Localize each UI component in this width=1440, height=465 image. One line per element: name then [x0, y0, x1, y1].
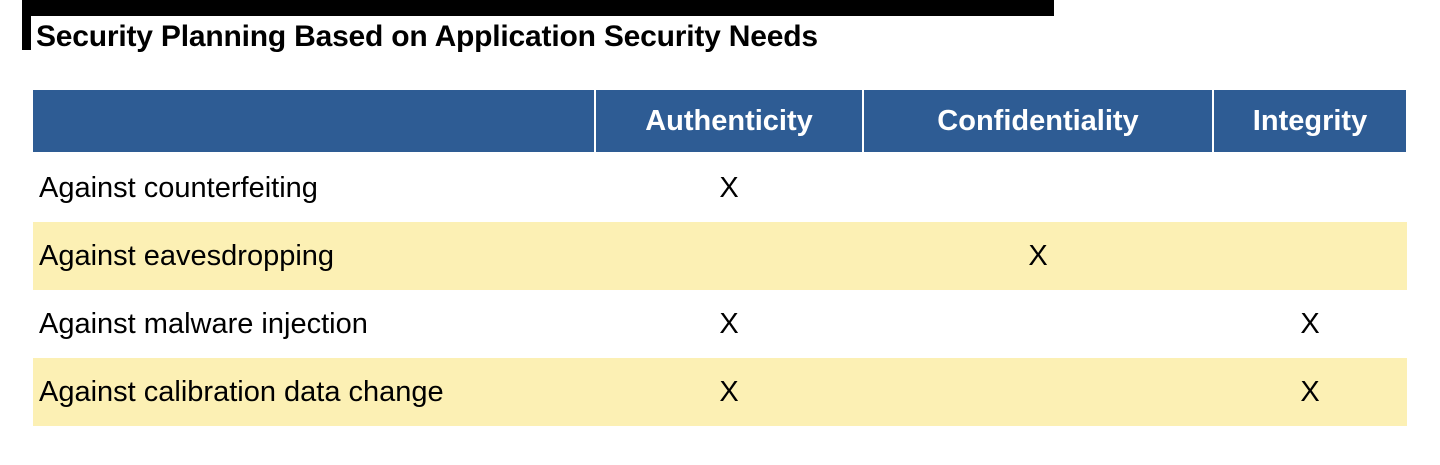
- cell-counterfeiting-integrity: [1213, 153, 1407, 222]
- column-header-integrity: Integrity: [1213, 89, 1407, 153]
- cell-counterfeiting-confidentiality: [863, 153, 1213, 222]
- column-header-confidentiality: Confidentiality: [863, 89, 1213, 153]
- row-label-eavesdropping: Against eavesdropping: [33, 222, 595, 290]
- table-row: [33, 222, 1407, 290]
- cell-eavesdropping-integrity: [1213, 222, 1407, 290]
- cell-calibration-confidentiality: [863, 358, 1213, 426]
- table-row: [33, 358, 1407, 426]
- security-needs-table: [33, 88, 1408, 426]
- cell-malware-authenticity: X: [595, 290, 863, 358]
- cell-malware-integrity: X: [1213, 290, 1407, 358]
- table-header: [33, 89, 1407, 153]
- left-black-accent: [22, 16, 31, 50]
- column-header-authenticity: Authenticity: [595, 89, 863, 153]
- cell-malware-confidentiality: [863, 290, 1213, 358]
- cell-eavesdropping-authenticity: [595, 222, 863, 290]
- cell-calibration-integrity: X: [1213, 358, 1407, 426]
- page-title: Security Planning Based on Application Security Needs: [36, 20, 818, 53]
- table-corner-cell: [33, 89, 595, 153]
- table-row: [33, 153, 1407, 222]
- cell-calibration-authenticity: X: [595, 358, 863, 426]
- cell-counterfeiting-authenticity: X: [595, 153, 863, 222]
- top-black-bar: [22, 0, 1054, 16]
- cell-eavesdropping-confidentiality: X: [863, 222, 1213, 290]
- row-label-calibration-data-change: Against calibration data change: [33, 358, 595, 426]
- row-label-malware-injection: Against malware injection: [33, 290, 595, 358]
- row-label-counterfeiting: Against counterfeiting: [33, 153, 595, 222]
- table-header-row: [33, 89, 1407, 153]
- table-body: [33, 153, 1407, 426]
- table-row: [33, 290, 1407, 358]
